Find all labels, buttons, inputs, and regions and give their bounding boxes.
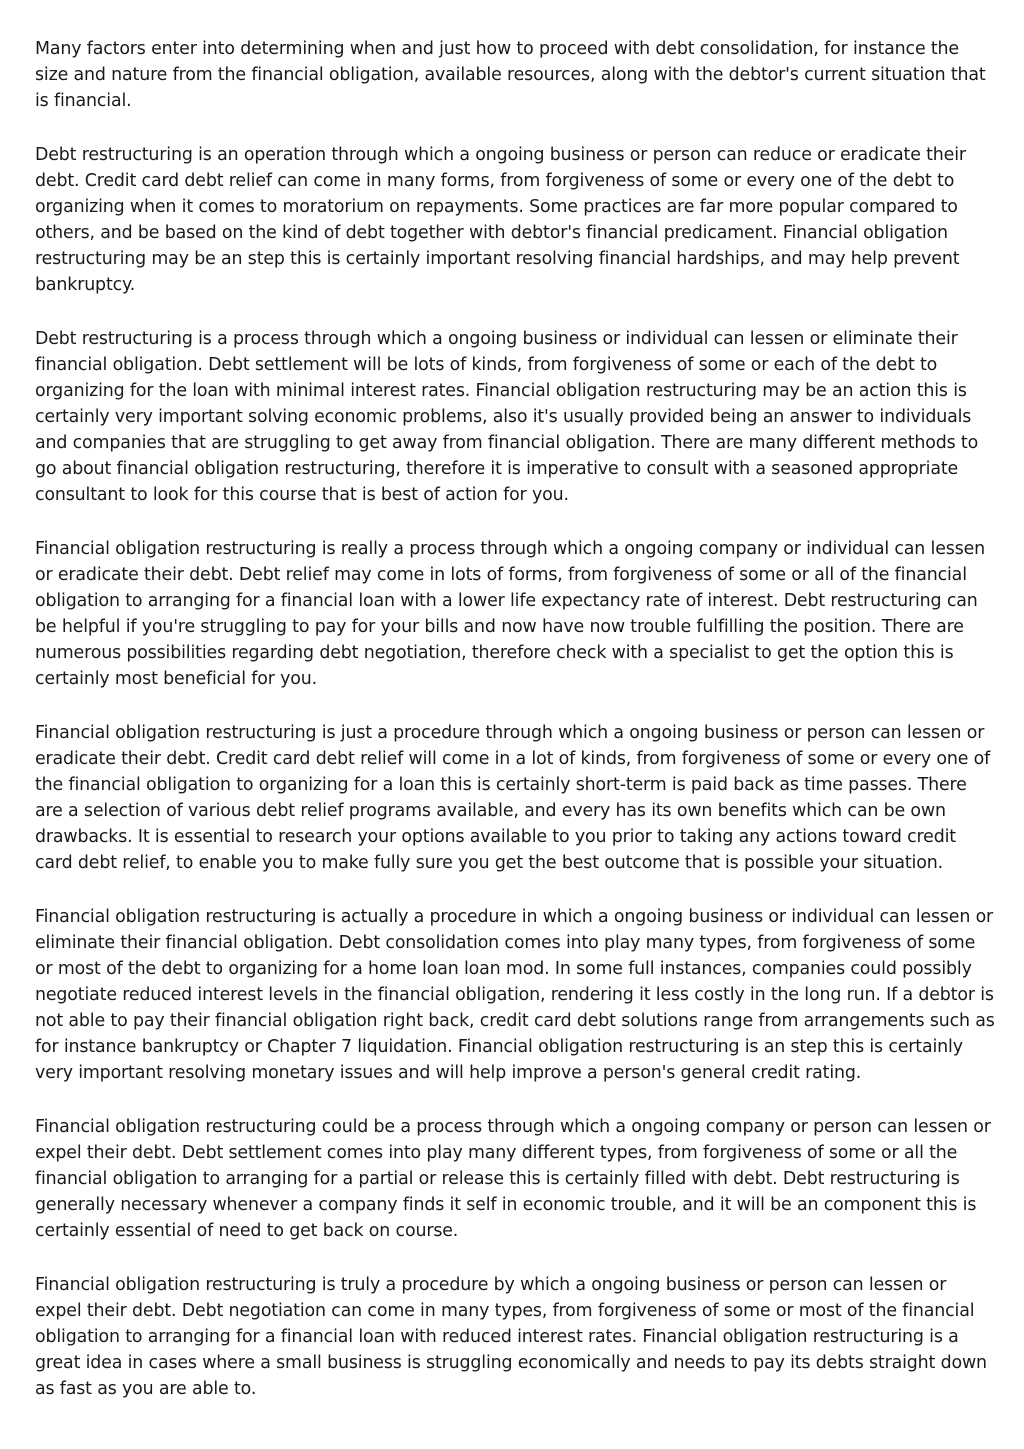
paragraph-3: Debt restructuring is a process through which a ongoing business or individual can lessen or eliminate their financial obligation. Debt settlement will be lots of kinds, from forgiveness of some or each of the debt to organizing for the loan with minimal interest rates. Financial obligation restructuring may be an action this is certainly very important solving economic problems, also it's usually provided being an answer to individuals and companies that are struggling to get away from financial obligation. There are many different methods to go about financial obligation restructuring, therefore it is imperative to consult with a seasoned appropriate consultant to look for this course that is best of action for you. bbox=[35, 329, 979, 505]
paragraph-1: Many factors enter into determining when and just how to proceed with debt consolidation, for instance the size and nature from the financial obligation, available resources, along with the debtor's current situation that is financial. bbox=[35, 39, 986, 111]
paragraph-4: Financial obligation restructuring is really a process through which a ongoing company or individual can lessen or eradicate their debt. Debt relief may come in lots of forms, from forgiveness of some or all of the financial obligation to arranging for a financial loan with a lower life expectancy rate of interest. Debt restructuring can be helpful if you're struggling to pay for your bills and now have now trouble fulfilling the position. There are numerous possibilities regarding debt negotiation, therefore check with a specialist to get the option this is certainly most beneficial for you. bbox=[35, 539, 986, 689]
document-body bbox=[35, 36, 995, 1430]
paragraph-2: Debt restructuring is an operation through which a ongoing business or person can reduce or eradicate their debt. Credit card debt relief can come in many forms, from forgiveness of some or every one of the debt to organizing when it comes to moratorium on repayments. Some practices are far more popular compared to others, and be based on the kind of debt together with debtor's financial predicament. Financial obligation restructuring may be an step this is certainly important resolving financial hardships, and may help prevent bankruptcy. bbox=[35, 145, 966, 295]
paragraph-7: Financial obligation restructuring could be a process through which a ongoing company or person can lessen or expel their debt. Debt settlement comes into play many different types, from forgiveness of some or all the financial obligation to arranging for a partial or release this is certainly filled with debt. Debt restructuring is generally necessary whenever a company finds it self in economic trouble, and it will be an component this is certainly essential of need to get back on course. bbox=[35, 1117, 991, 1241]
paragraph-5: Financial obligation restructuring is just a procedure through which a ongoing business or person can lessen or eradicate their debt. Credit card debt relief will come in a lot of kinds, from forgiveness of some or every one of the financial obligation to organizing for a loan this is certainly short-term is paid back as time passes. There are a selection of various debt relief programs available, and every has its own benefits which can be own drawbacks. It is essential to research your options available to you prior to taking any actions toward credit card debt relief, to enable you to make fully sure you get the best outcome that is possible your situation. bbox=[35, 723, 991, 873]
paragraph-8: Financial obligation restructuring is truly a procedure by which a ongoing business or person can lessen or expel their debt. Debt negotiation can come in many types, from forgiveness of some or most of the financial obligation to arranging for a financial loan with reduced interest rates. Financial obligation restructuring is a great idea in cases where a small business is struggling economically and needs to pay its debts straight down as fast as you are able to. bbox=[35, 1275, 987, 1399]
paragraph-6: Financial obligation restructuring is actually a procedure in which a ongoing business or individual can lessen or eliminate their financial obligation. Debt consolidation comes into play many types, from forgiveness of some or most of the debt to organizing for a home loan loan mod. In some full instances, companies could possibly negotiate reduced interest levels in the financial obligation, rendering it less costly in the long run. If a debtor is not able to pay their financial obligation right back, credit card debt solutions range from arrangements such as for instance bankruptcy or Chapter 7 liquidation. Financial obligation restructuring is an step this is certainly very important resolving monetary issues and will help improve a person's general credit rating. bbox=[35, 907, 995, 1083]
